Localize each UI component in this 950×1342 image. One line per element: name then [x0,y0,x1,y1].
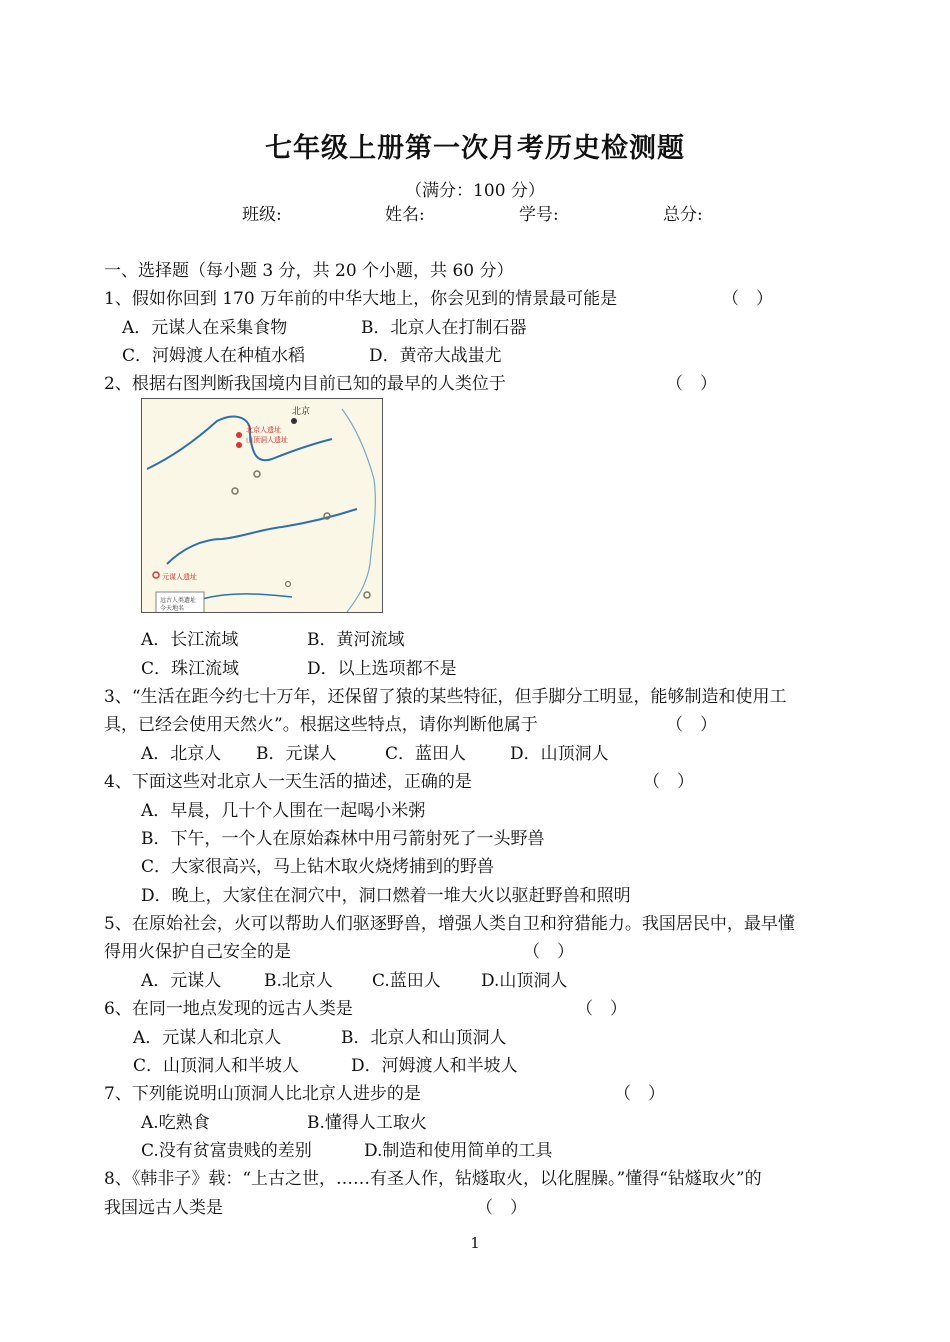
question-6-option-d: D．河姆渡人和半坡人 [351,1056,518,1076]
question-5-answer-blank: （ ） [523,942,574,962]
question-5-option-a: A．元谋人 [141,971,222,991]
question-6-stem: 6、在同一地点发现的远古人类是 [104,999,353,1019]
map-label-upper-cave: 山顶洞人遗址 [246,436,288,444]
question-6-option-c: C．山顶洞人和半坡人 [133,1056,300,1076]
china-map-figure [141,398,383,613]
page-title: 七年级上册第一次月考历史检测题 [265,133,685,164]
site-marker [236,442,242,448]
question-5-option-d: D.山顶洞人 [481,971,568,991]
site-marker [286,582,291,587]
question-8-line-1: 8、《韩非子》载：“上古之世，……有圣人作，钻燧取火，以化腥臊。”懂得“钻燧取火”的 [104,1169,762,1189]
question-7-option-a: A.吃熟食 [141,1113,210,1133]
question-8-answer-blank: （ ） [476,1198,527,1218]
question-4-option-b: B．下午，一个人在原始森林中用弓箭射死了一头野兽 [141,829,545,849]
question-5-option-b: B.北京人 [264,971,333,991]
question-3-line-1: 3、“生活在距今约七十万年，还保留了猿的某些特征，但手脚分工明显，能够制造和使用工 [104,687,787,707]
name-label: 姓名: [385,205,425,225]
question-1-stem: 1、假如你回到 170 万年前的中华大地上，你会见到的情景最可能是 [104,289,618,309]
question-2-stem: 2、根据右图判断我国境内目前已知的最早的人类位于 [104,374,506,394]
coastline [342,409,375,612]
question-7-option-c: C.没有贫富贵贱的差别 [141,1141,312,1161]
question-5-line-2: 得用火保护自己安全的是 [104,942,291,962]
total-label: 总分: [663,205,703,225]
section-heading: 一、选择题（每小题 3 分，共 20 个小题，共 60 分） [104,261,514,281]
question-6-option-a: A．元谋人和北京人 [133,1028,282,1048]
site-marker [364,592,370,598]
question-3-option-a: A．北京人 [141,744,222,764]
question-7-option-d: D.制造和使用简单的工具 [364,1141,553,1161]
question-4-answer-blank: （ ） [643,772,694,792]
question-3-line-2: 具，已经会使用天然火”。根据这些特点，请你判断他属于 [104,715,538,735]
id-label: 学号: [519,205,559,225]
legend-ancient-site: 远古人类遗址 [160,597,197,604]
question-5-line-1: 5、在原始社会，火可以帮助人们驱逐野兽，增强人类自卫和狩猎能力。我国居民中，最早懂 [104,914,795,934]
beijing-marker [291,418,297,424]
full-score: （满分：100 分） [405,181,545,201]
question-8-line-2: 我国远古人类是 [104,1198,223,1218]
site-marker [232,488,238,494]
question-2-option-c: C．珠江流域 [141,659,240,679]
question-7-stem: 7、下列能说明山顶洞人比北京人进步的是 [104,1084,421,1104]
question-5-option-c: C.蓝田人 [372,971,441,991]
question-2-option-a: A．长江流域 [141,630,239,650]
map-label-beijing: 北京 [292,407,311,417]
map-drawing [142,399,382,612]
site-marker [254,471,260,477]
question-2-option-d: D．以上选项都不是 [307,659,457,679]
question-1-option-b: B．北京人在打制石器 [361,318,527,338]
legend-place-name: 今天地名 [160,605,185,612]
question-3-option-d: D．山顶洞人 [510,744,609,764]
question-4-option-a: A．早晨，几十个人围在一起喝小米粥 [141,801,426,821]
question-4-option-d: D．晚上，大家住在洞穴中，洞口燃着一堆大火以驱赶野兽和照明 [141,886,631,906]
question-2-answer-blank: （ ） [666,374,717,394]
site-marker [236,432,242,438]
question-2-option-b: B．黄河流域 [307,630,405,650]
question-1-option-a: A．元谋人在采集食物 [122,318,288,338]
question-7-option-b: B.懂得人工取火 [307,1113,427,1133]
class-label: 班级: [242,205,282,225]
question-1-option-d: D．黄帝大战蚩尤 [369,346,502,366]
question-3-option-b: B．元谋人 [256,744,337,764]
yangtze-river [167,509,357,564]
question-3-answer-blank: （ ） [666,715,717,735]
question-4-stem: 4、下面这些对北京人一天生活的描述，正确的是 [104,772,472,792]
question-1-option-c: C．河姆渡人在种植水稻 [122,346,306,366]
page-number: 1 [470,1234,480,1252]
pearl-river [202,594,292,599]
question-6-answer-blank: （ ） [576,999,627,1019]
question-7-answer-blank: （ ） [614,1084,665,1104]
map-label-peking-man: 北京人遗址 [246,426,281,434]
question-1-answer-blank: （ ） [722,289,773,309]
map-label-yuanmou: 元谋人遗址 [162,573,197,581]
site-marker [153,572,159,578]
question-3-option-c: C．蓝田人 [385,744,467,764]
question-6-option-b: B．北京人和山顶洞人 [341,1028,507,1048]
question-4-option-c: C．大家很高兴，马上钻木取火烧烤捕到的野兽 [141,857,495,877]
